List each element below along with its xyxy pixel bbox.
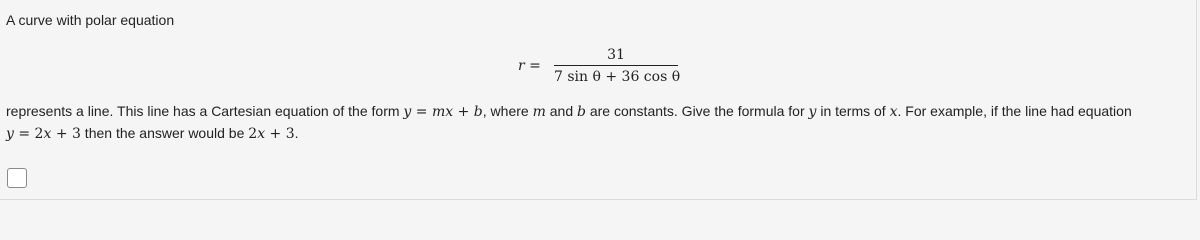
math-y: y <box>403 104 412 120</box>
fraction-denominator: 7 sin θ + 36 cos θ <box>554 69 681 85</box>
text-segment: and <box>545 103 577 119</box>
text-segment: are constants. Give the formula for <box>585 103 809 119</box>
math-equals: = <box>411 104 432 120</box>
equation-r-variable: r <box>518 58 525 74</box>
text-segment: represents a line. This line has a Cartesian equation of the form <box>6 103 404 119</box>
math-plus-3: + 3 <box>51 126 81 142</box>
math-x: x <box>257 126 266 142</box>
math-equals-2: = 2 <box>13 126 44 142</box>
question-body <box>6 101 1192 145</box>
text-segment: . <box>294 125 299 141</box>
math-x: x <box>889 104 898 120</box>
math-y: y <box>808 104 817 120</box>
text-segment: . For example, if the line had equation <box>897 103 1132 119</box>
question-intro: A curve with polar equation <box>6 12 175 28</box>
equation-equals: = <box>524 58 541 74</box>
equation-fraction <box>554 46 681 86</box>
math-b: b <box>577 104 586 120</box>
equation-lhs <box>518 58 541 74</box>
math-mx: mx <box>431 104 454 120</box>
text-segment: , where <box>482 103 533 119</box>
math-y: y <box>6 126 14 142</box>
fraction-bar <box>554 65 678 66</box>
math-plus: + <box>453 104 474 120</box>
question-line-2 <box>6 123 1192 145</box>
text-segment: then the answer would be <box>80 125 249 141</box>
math-plus-3: + 3 <box>265 126 295 142</box>
answer-input[interactable] <box>7 168 27 188</box>
math-b: b <box>473 104 483 120</box>
fraction-numerator: 31 <box>607 47 625 63</box>
question-line-1 <box>6 101 1192 123</box>
text-segment: in terms of <box>816 103 890 119</box>
math-2: 2 <box>248 126 258 142</box>
math-m: m <box>532 104 546 120</box>
math-x: x <box>43 126 52 142</box>
